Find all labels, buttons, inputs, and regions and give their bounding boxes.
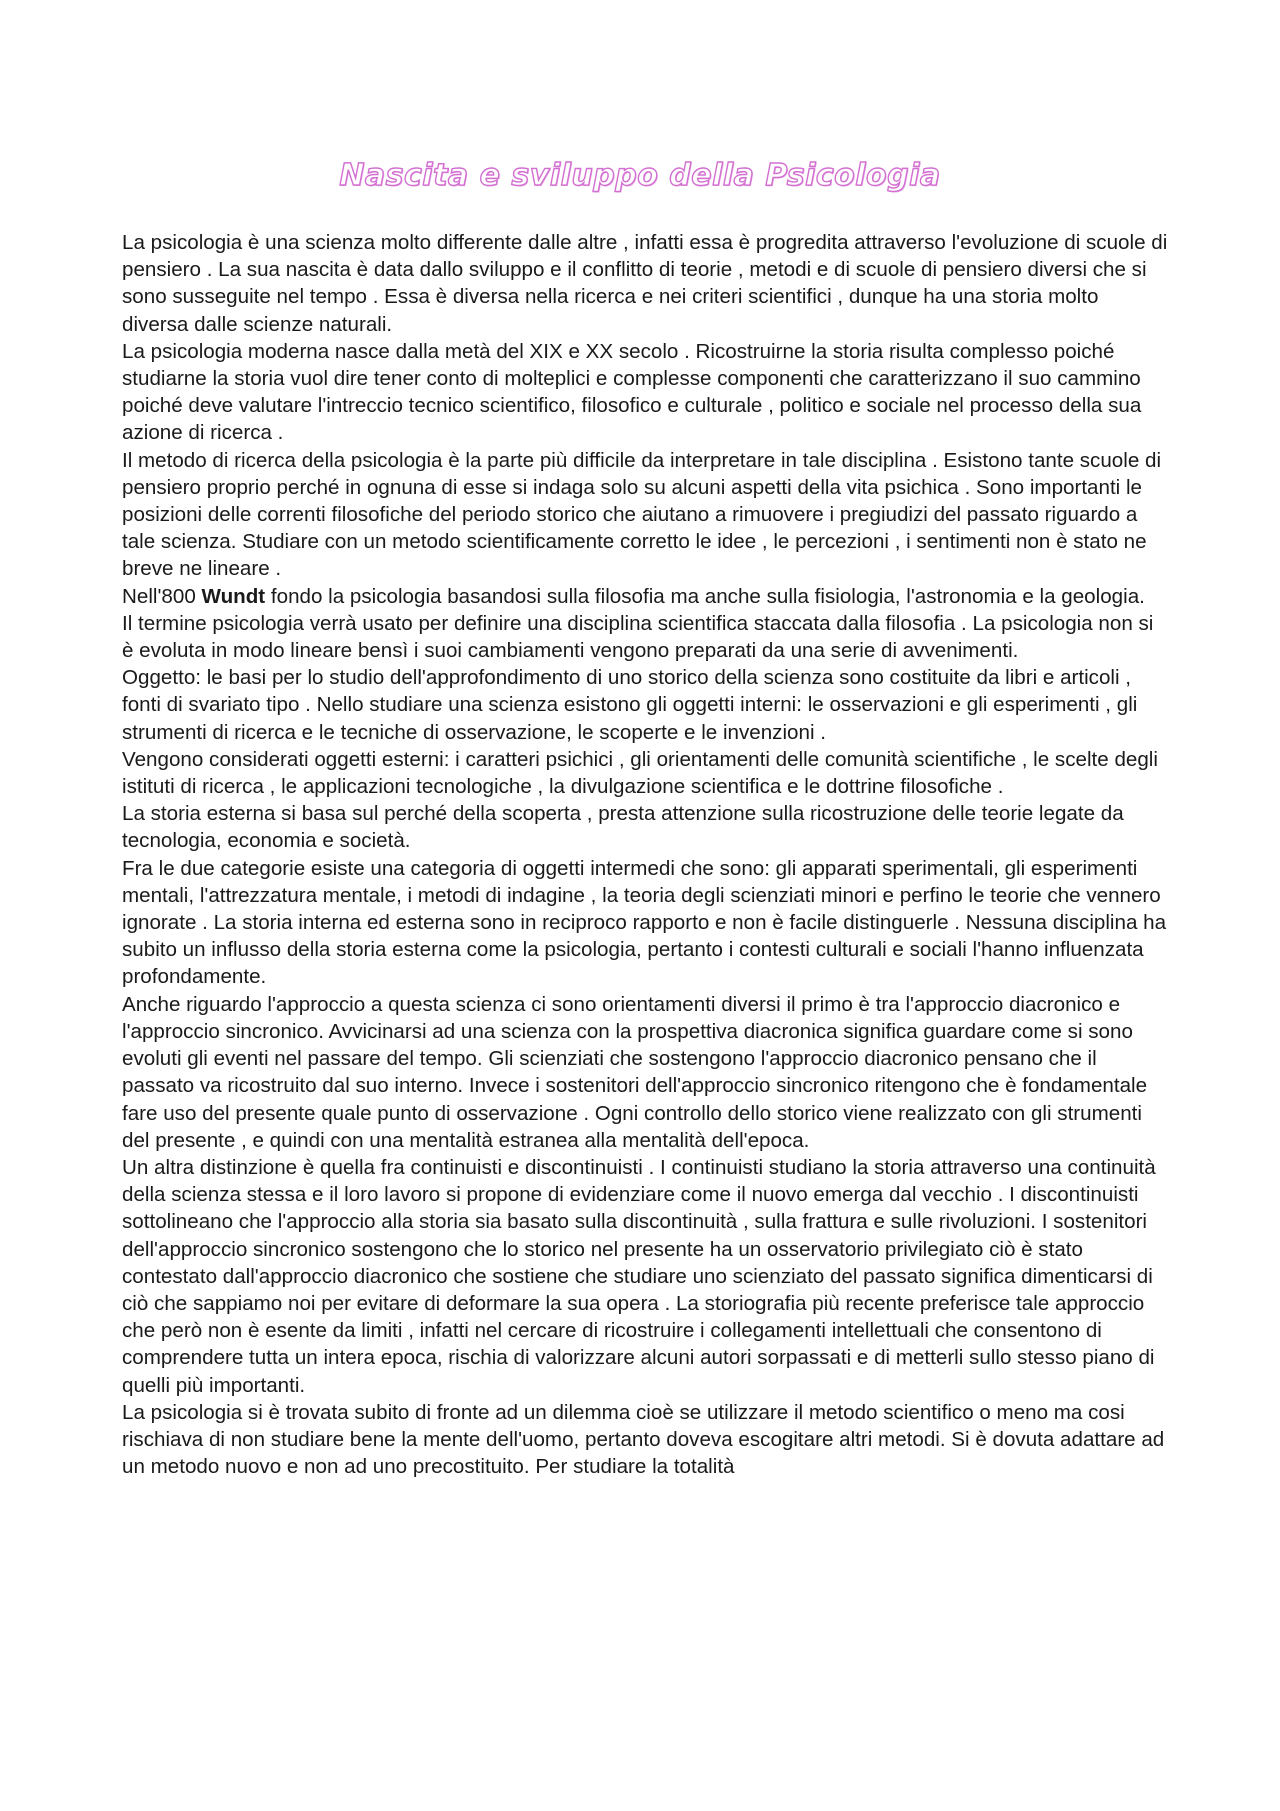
paragraph: Un altra distinzione è quella fra continuisti e discontinuisti . I continuisti studiano la storia attraverso una continuità della scienza stessa e il loro lavoro si propone di evidenziare come il nuovo emerga dal vecchio . I discontinuisti sottolineano che l'approccio alla storia sia basato sulla discontinuità , sulla frattura e sulle rivoluzioni. I sostenitori dell'approccio sincronico sostengono che lo storico nel presente ha un osservatorio privilegiato ciò è stato contestato dall'approccio diacronico che sostiene che studiare uno scienziato del passato significa dimenticarsi di ciò che sappiamo noi per evitare di deformare la sua opera . La storiografia più recente preferisce tale approccio che però non è esente da limiti , infatti nel cercare di ricostruire i collegamenti intellettuali che consentono di comprendere tutta un intera epoca, rischia di valorizzare alcuni autori sorpassati e di metterli sullo stesso piano di quelli più importanti.: [122, 1155, 1156, 1397]
paragraph: Il termine psicologia verrà usato per definire una disciplina scientifica staccata dalla filosofia . La psicologia non si è evoluta in modo lineare bensì i suoi cambiamenti vengono preparati da una serie di avvenimenti.: [122, 611, 1154, 663]
paragraph: Anche riguardo l'approccio a questa scienza ci sono orientamenti diversi il primo è tra l'approccio diacronico e l'approccio sincronico. Avvicinarsi ad una scienza con la prospettiva diacronica significa guardare come si sono evoluti gli eventi nel passare del tempo. Gli scienziati che sostengono l'approccio diacronico pensano che il passato va ricostruito dal suo interno. Invece i sostenitori dell'approccio sincronico ritengono che è fondamentale fare uso del presente quale punto di osservazione . Ogni controllo dello storico viene realizzato con gli strumenti del presente , e quindi con una mentalità estranea alla mentalità dell'epoca.: [122, 992, 1148, 1152]
paragraph: Fra le due categorie esiste una categoria di oggetti intermedi che sono: gli apparati sperimentali, gli esperimenti mentali, l'attrezzatura mentale, i metodi di indagine , la teoria degli scienziati minori e perfino le teorie che vennero ignorate . La storia interna ed esterna sono in reciproco rapporto e non è facile distinguerle . Nessuna disciplina ha subito un influsso della storia esterna come la psicologia, pertanto i contesti culturali e sociali l'hanno influenzata profondamente.: [122, 856, 1167, 989]
paragraph-text: Nell'800: [122, 584, 202, 608]
paragraph: La psicologia si è trovata subito di fronte ad un dilemma cioè se utilizzare il metodo scientifico o meno ma cosi rischiava di non studiare bene la mente dell'uomo, pertanto doveva escogitare altri metodi. Si è dovuta adattare ad un metodo nuovo e non ad uno precostituito. Per studiare la totalità: [122, 1400, 1165, 1479]
document-title: Nascita e sviluppo della Psicologia: [339, 158, 941, 193]
paragraph-text: fondo la psicologia basandosi sulla filosofia ma anche sulla fisiologia, l'astronomia e la geologia.: [265, 584, 1145, 608]
paragraph: Il metodo di ricerca della psicologia è la parte più difficile da interpretare in tale disciplina . Esistono tante scuole di pensiero proprio perché in ognuna di esse si indaga solo su alcuni aspetti della vita psichica . Sono importanti le posizioni delle correnti filosofiche del periodo storico che aiutano a rimuovere i pregiudizi del passato riguardo a tale scienza. Studiare con un metodo scientificamente corretto le idee , le percezioni , i sentimenti non è stato ne breve ne lineare .: [122, 448, 1162, 581]
paragraph: Vengono considerati oggetti esterni: i caratteri psichici , gli orientamenti delle comunità scientifiche , le scelte degli istituti di ricerca , le applicazioni tecnologiche , la divulgazione scientifica e le dottrine filosofiche .: [122, 747, 1158, 799]
paragraph: La psicologia moderna nasce dalla metà del XIX e XX secolo . Ricostruirne la storia risulta complesso poiché studiarne la storia vuol dire tener conto di molteplici e complesse componenti che caratterizzano il suo cammino poiché deve valutare l'intreccio tecnico scientifico, filosofico e culturale , politico e sociale nel processo della sua azione di ricerca .: [122, 339, 1142, 445]
paragraph: Oggetto: le basi per lo studio dell'approfondimento di uno storico della scienza sono costituite da libri e articoli , fonti di svariato tipo . Nello studiare una scienza esistono gli oggetti interni: le osservazioni e gli esperimenti , gli strumenti di ricerca e le tecniche di osservazione, le scoperte e le invenzioni .: [122, 666, 1138, 744]
paragraph: La psicologia è una scienza molto differente dalle altre , infatti essa è progredita attraverso l'evoluzione di scuole di pensiero . La sua nascita è data dallo sviluppo e il conflitto di teorie , metodi e di scuole di pensiero diversi che si sono susseguite nel tempo . Essa è diversa nella ricerca e nei criteri scientifici , dunque ha una storia molto diversa dalle scienze naturali.: [122, 231, 1168, 336]
paragraph-wundt: [122, 583, 1168, 610]
wundt-name: Wundt: [201, 584, 266, 608]
document-body: [122, 229, 1168, 1480]
paragraph: La storia esterna si basa sul perché della scoperta , presta attenzione sulla ricostruzione delle teorie legate da tecnologia, economia e società.: [122, 802, 1124, 853]
